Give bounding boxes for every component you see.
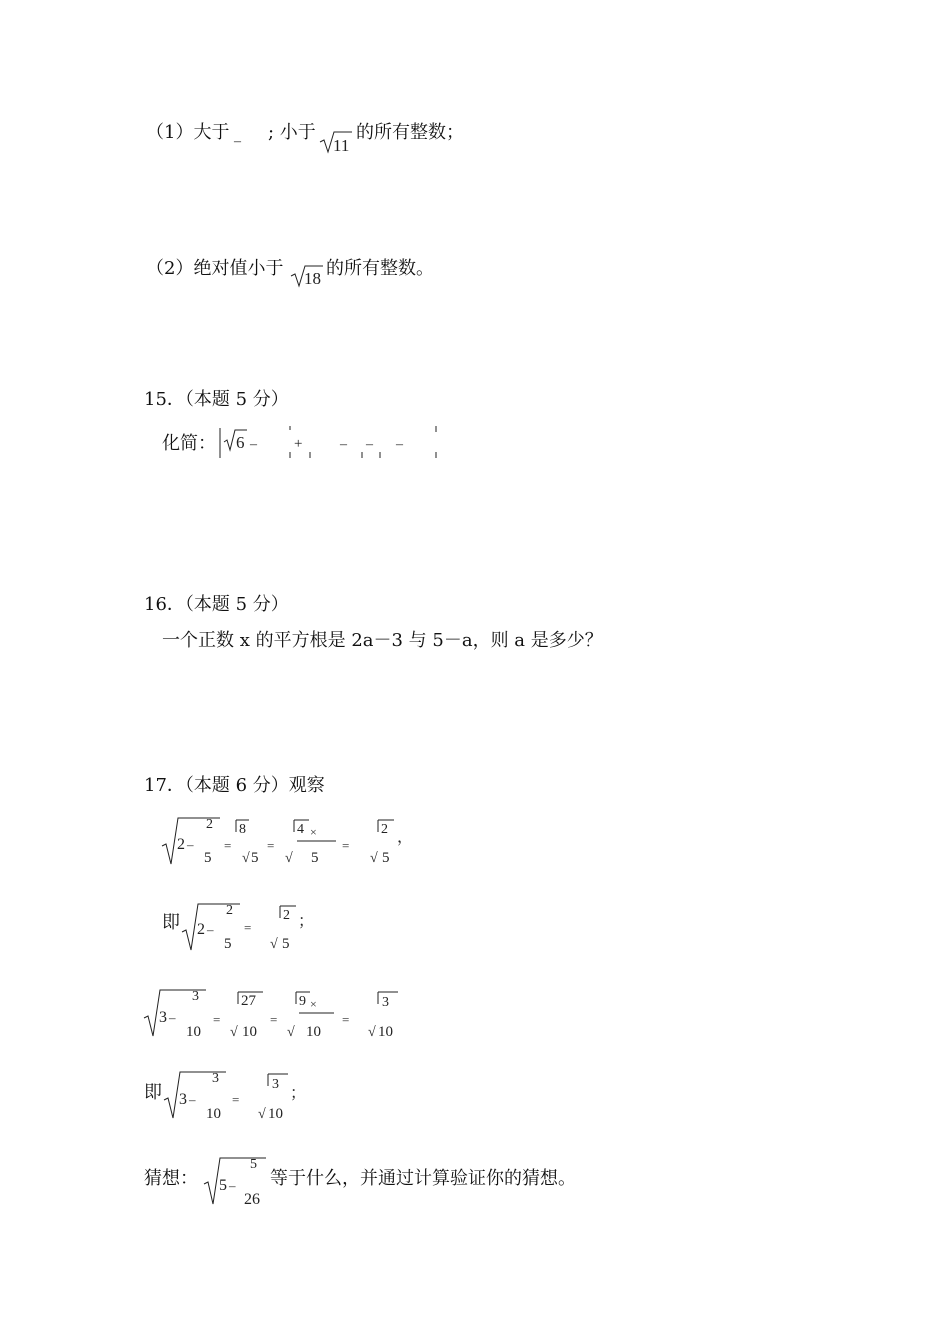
svg-text:5: 5: [250, 1157, 257, 1172]
problem14-part2: [146, 254, 283, 280]
svg-text:5: 5: [251, 850, 259, 866]
svg-text:=: =: [213, 1012, 221, 1027]
part1-prefix: （1）大于: [146, 122, 230, 143]
problem17-eq1: [160, 812, 420, 877]
p15-minus-2: –: [340, 437, 347, 452]
svg-text:10: 10: [206, 1106, 221, 1122]
p15-minus-3: –: [366, 437, 373, 452]
svg-text:27: 27: [241, 993, 256, 1009]
part1-middle: ; 小于: [268, 122, 316, 143]
svg-text:4: 4: [297, 822, 304, 837]
guess-label: 猜想：: [144, 1168, 198, 1189]
svg-text:2: 2: [381, 822, 388, 837]
guess-svg: [202, 1154, 272, 1210]
p15-minus-4: –: [396, 437, 403, 452]
svg-text:=: =: [342, 1012, 350, 1027]
svg-text:；: ；: [290, 1085, 307, 1102]
part1-suffix: 的所有整数；: [356, 122, 464, 143]
svg-text:√: √: [285, 851, 293, 866]
svg-text:√: √: [230, 1025, 238, 1040]
p15-minus-1: –: [250, 437, 257, 452]
p15-plus: +: [294, 436, 303, 452]
svg-text:，: ，: [397, 829, 414, 846]
svg-text:=: =: [342, 838, 350, 853]
svg-text:10: 10: [378, 1024, 393, 1040]
svg-text:3: 3: [159, 1009, 167, 1026]
svg-text:=: =: [232, 1092, 240, 1107]
svg-text:×: ×: [310, 997, 317, 1011]
problem17-header: 17．（本题 6 分）观察: [144, 775, 325, 796]
svg-text:3: 3: [382, 995, 389, 1010]
problem15-svg: [216, 424, 446, 462]
eq3-svg: [142, 984, 412, 1044]
svg-text:5: 5: [282, 936, 290, 952]
part2-suffix: 的所有整数。: [326, 258, 434, 279]
sqrt-11-radicand: 11: [333, 136, 350, 155]
svg-text:3: 3: [192, 989, 199, 1004]
guess-expression: [202, 1154, 272, 1215]
svg-text:√: √: [287, 1025, 295, 1040]
svg-text:5: 5: [204, 850, 212, 866]
eq2-ji: 即: [162, 912, 180, 933]
svg-text:×: ×: [310, 825, 317, 839]
svg-text:√: √: [370, 851, 378, 866]
eq2-svg: [180, 900, 320, 956]
svg-text:=: =: [270, 1012, 278, 1027]
svg-text:3: 3: [272, 1077, 279, 1092]
problem15-label: 化简：: [162, 433, 216, 454]
svg-text:√: √: [270, 937, 278, 952]
problem14-part1: [146, 118, 229, 144]
part2-prefix: （2）绝对值小于: [146, 258, 284, 279]
problem16-header: 16．（本题 5 分）: [144, 594, 289, 615]
svg-text:=: =: [224, 838, 232, 853]
sqrt-18: [289, 256, 325, 295]
sqrt-11-svg: [318, 122, 354, 156]
svg-text:–: –: [169, 1010, 176, 1025]
svg-text:5: 5: [382, 850, 390, 866]
eq1-svg: [160, 812, 420, 872]
part1-blank: –: [234, 134, 241, 149]
svg-text:2: 2: [226, 903, 233, 918]
svg-text:2: 2: [283, 908, 290, 923]
svg-text:–: –: [229, 1178, 236, 1193]
svg-text:26: 26: [244, 1191, 260, 1208]
svg-text:2: 2: [206, 817, 213, 832]
sqrt-6-radicand: 6: [236, 433, 245, 452]
eq4-ji: 即: [144, 1082, 162, 1103]
svg-text:–: –: [187, 837, 194, 852]
problem15-header: 15．（本题 5 分）: [144, 389, 289, 410]
svg-text:10: 10: [186, 1024, 201, 1040]
svg-text:–: –: [189, 1092, 196, 1107]
problem17-eq2: [180, 900, 320, 961]
problem15-expression: [216, 424, 446, 467]
svg-text:10: 10: [242, 1024, 257, 1040]
svg-text:10: 10: [268, 1106, 283, 1122]
svg-text:5: 5: [311, 850, 319, 866]
svg-text:–: –: [207, 922, 214, 937]
svg-text:9: 9: [299, 994, 306, 1009]
svg-text:√: √: [368, 1025, 376, 1040]
sqrt-18-svg: [289, 256, 325, 290]
problem16-text: 一个正数 x 的平方根是 2a－3 与 5－a，则 a 是多少？: [162, 630, 603, 651]
problem17-eq4: [162, 1068, 312, 1131]
svg-text:2: 2: [177, 836, 185, 853]
eq4-svg: [162, 1068, 312, 1126]
problem17-eq3: [142, 984, 412, 1049]
svg-text:10: 10: [306, 1024, 321, 1040]
guess-text: 等于什么，并通过计算验证你的猜想。: [270, 1168, 576, 1189]
sqrt-11: [318, 122, 354, 161]
svg-text:√: √: [242, 851, 250, 866]
svg-text:5: 5: [219, 1177, 227, 1194]
svg-text:3: 3: [179, 1091, 187, 1108]
svg-text:3: 3: [212, 1071, 219, 1086]
sqrt-18-radicand: 18: [304, 269, 321, 288]
svg-text:=: =: [267, 838, 275, 853]
svg-text:2: 2: [197, 921, 205, 938]
svg-text:8: 8: [239, 822, 246, 837]
svg-text:√: √: [258, 1107, 266, 1122]
svg-text:=: =: [244, 920, 252, 935]
svg-text:；: ；: [298, 913, 315, 930]
svg-text:5: 5: [224, 936, 232, 952]
